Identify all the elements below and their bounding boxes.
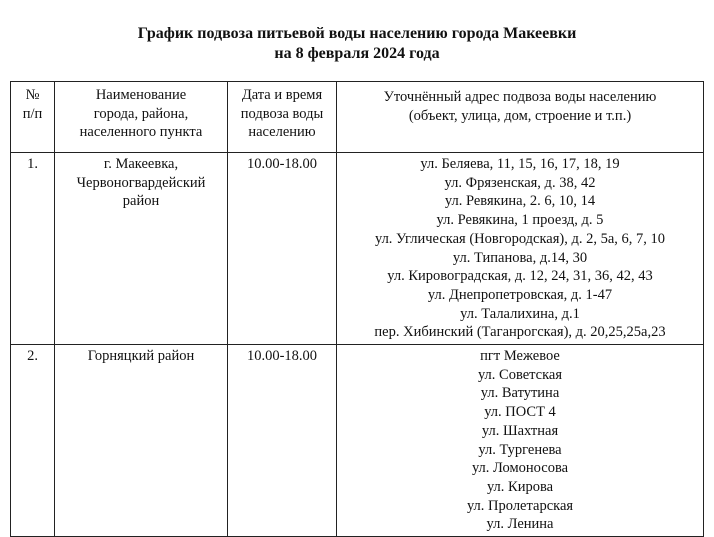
header-num <box>11 82 55 153</box>
header-datetime-line: населению <box>248 124 316 141</box>
header-datetime-line: подвоза воды <box>240 105 324 122</box>
address-line: пер. Хибинский (Таганрогская), д. 20,25,25а,23 <box>374 324 666 341</box>
address-line: ул. Ватутина <box>480 385 560 402</box>
header-datetime <box>228 82 337 153</box>
water-delivery-table <box>10 81 704 537</box>
row-time: 10.00-18.00 <box>228 345 337 537</box>
locality-line: Червоногвардейский <box>76 174 206 191</box>
locality-line: район <box>122 193 160 210</box>
address-line: ул. Пролетарская <box>466 497 574 514</box>
address-line: ул. Кирова <box>486 478 554 495</box>
header-address-line: (объект, улица, дом, строение и т.п.) <box>408 107 632 124</box>
table-header-row <box>11 82 704 153</box>
document-title: График подвоза питьевой воды населению города Макеевки <box>137 25 577 42</box>
locality-line: Горняцкий район <box>87 348 195 365</box>
header-name-line: Наименование <box>95 87 187 103</box>
address-line: ул. Талалихина, д.1 <box>460 305 580 322</box>
header-num-line: п/п <box>22 105 43 122</box>
table-row <box>11 153 704 345</box>
address-line: ул. Ревякина, 2. 6, 10, 14 <box>444 193 596 210</box>
header-address <box>337 82 704 153</box>
address-line: пгт Межевое <box>480 348 560 365</box>
address-line: ул. Углическая (Новгородская), д. 2, 5а, 6, 7, 10 <box>374 230 666 247</box>
header-name-line: города, района, <box>93 105 189 122</box>
row-number: 2. <box>11 345 55 537</box>
address-line: ул. Тургенева <box>478 441 562 458</box>
document-subtitle-date: на 8 февраля 2024 года <box>274 45 440 62</box>
header-datetime-line: Дата и время <box>241 87 323 103</box>
address-line: ул. Беляева, 11, 15, 16, 17, 18, 19 <box>420 156 620 172</box>
header-num-line: № <box>25 87 40 103</box>
address-line: ул. Ревякина, 1 проезд, д. 5 <box>436 212 604 229</box>
table-row <box>11 345 704 537</box>
header-name-line: населенного пункта <box>79 124 203 141</box>
header-address-line: Уточнённый адрес подвоза воды населению <box>383 89 657 105</box>
header-name <box>55 82 228 153</box>
address-line: ул. Типанова, д.14, 30 <box>452 249 588 266</box>
address-line: ул. Советская <box>477 366 563 383</box>
row-addresses <box>337 345 704 537</box>
address-line: ул. Фрязенская, д. 38, 42 <box>444 174 596 191</box>
row-time: 10.00-18.00 <box>228 153 337 345</box>
locality-line: г. Макеевка, <box>103 156 179 172</box>
row-number: 1. <box>11 153 55 345</box>
row-locality <box>55 345 228 537</box>
address-line: ул. Днепропетровская, д. 1-47 <box>427 286 613 303</box>
row-locality <box>55 153 228 345</box>
address-line: ул. Ломоносова <box>471 460 569 477</box>
row-addresses <box>337 153 704 345</box>
address-line: ул. Ленина <box>486 516 554 533</box>
address-line: ул. Кировоградская, д. 12, 24, 31, 36, 42, 43 <box>387 268 653 285</box>
address-line: ул. ПОСТ 4 <box>484 404 556 421</box>
address-line: ул. Шахтная <box>481 422 559 439</box>
